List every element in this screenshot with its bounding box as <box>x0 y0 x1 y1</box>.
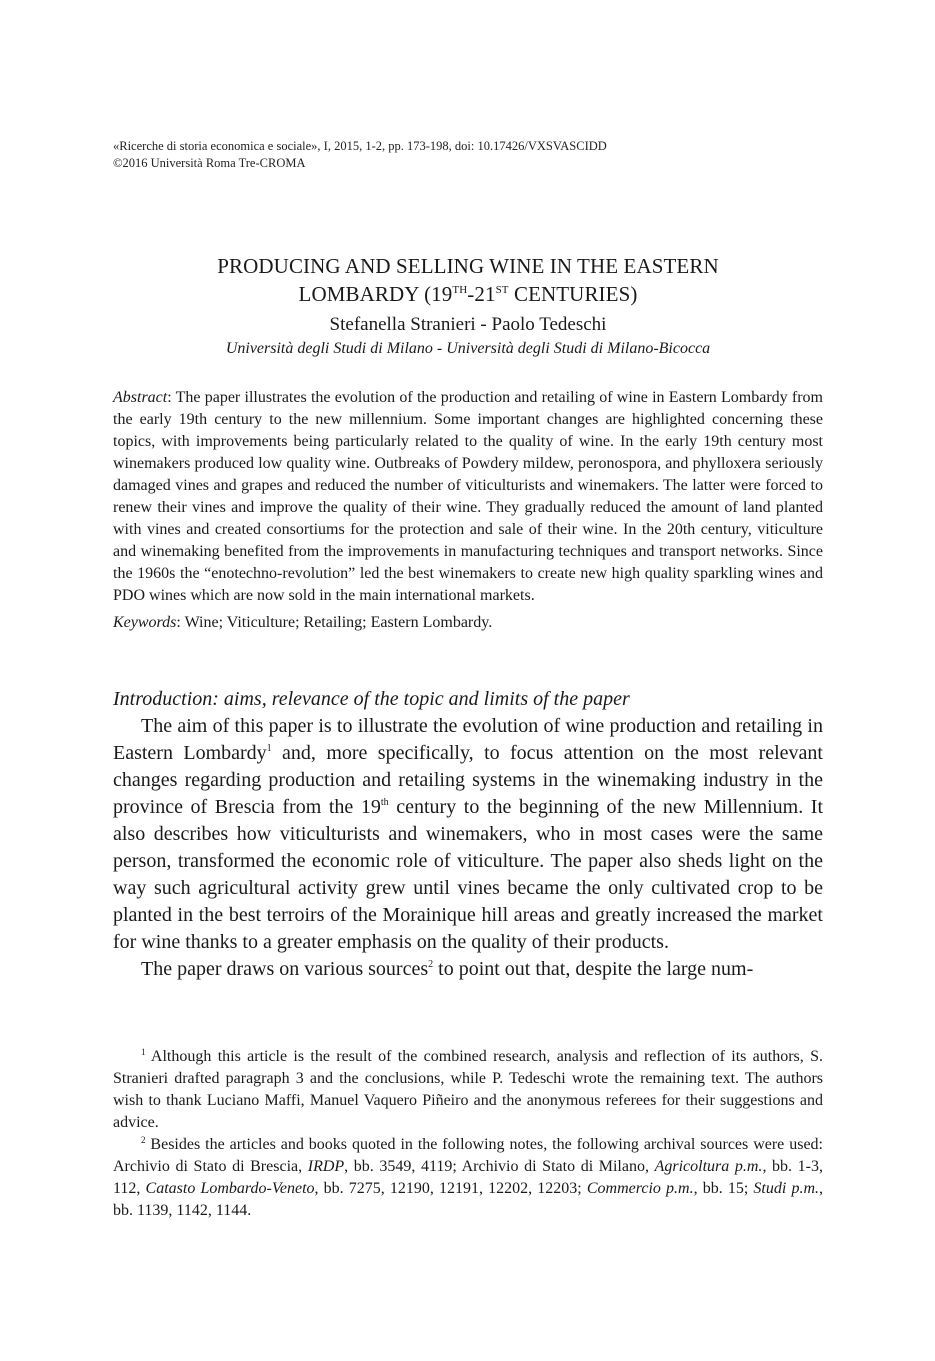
superscript-th: th <box>380 797 389 808</box>
footnote-2-text-b: , bb. 3549, 4119; Archivio di Stato di Milano, <box>344 1158 655 1175</box>
footnote-2-text-f: , bb. 1139, 1142, 1144. <box>113 1180 823 1219</box>
abstract-label: Abstract <box>113 389 168 406</box>
footnote-2-text-c: , bb. 1-3, 112, <box>113 1158 824 1197</box>
title-line-1: PRODUCING AND SELLING WINE IN THE EASTERN <box>217 254 719 278</box>
footnote-2 <box>113 1134 823 1222</box>
journal-header <box>113 138 607 172</box>
footnote-2-mark: 2 <box>141 1135 146 1145</box>
footnote-1-mark: 1 <box>141 1047 146 1057</box>
intro-p1-part-b: and, more specifically, to focus attention on the most relevant changes regarding production and retailing systems in the winemaking industry in the province of Brescia from the 19 <box>113 742 823 818</box>
footnote-ref-1[interactable]: 1 <box>266 743 272 754</box>
copyright-line: ©2016 Università Roma Tre-CROMA <box>113 156 306 170</box>
keywords <box>113 612 823 634</box>
affiliations: Università degli Studi di Milano - Università degli Studi di Milano-Bicocca <box>225 340 711 357</box>
footnote-2-commercio: Commercio p.m. <box>586 1180 694 1197</box>
title-line-2-mid: -21 <box>467 282 496 306</box>
title-sup-st: ST <box>495 284 509 296</box>
paper-title <box>113 252 823 308</box>
footnote-2-catasto: Catasto Lombardo-Veneto <box>145 1180 315 1197</box>
footnote-2-text-d: , bb. 7275, 12190, 12191, 12202, 12203; <box>314 1180 587 1197</box>
intro-p2-part-a: The paper draws on various sources <box>141 958 429 980</box>
section-heading: Introduction: aims, relevance of the topic and limits of the paper <box>113 688 630 710</box>
keywords-text: : Wine; Viticulture; Retailing; Eastern Lombardy. <box>176 614 493 631</box>
abstract-paragraph <box>113 387 823 607</box>
footnotes <box>113 1046 823 1222</box>
intro-p1-part-a: The aim of this paper is to illustrate the evolution of wine production and retailing in Eastern Lombardy <box>113 715 823 764</box>
title-line-2-suffix: CENTURIES) <box>508 282 638 306</box>
intro-p2-part-b: to point out that, despite the large num- <box>433 958 754 980</box>
title-sup-th: TH <box>452 284 468 296</box>
authors: Stefanella Stranieri - Paolo Tedeschi <box>329 314 607 335</box>
footnote-2-text-a: Besides the articles and books quoted in the following notes, the following archival sources were used: Archivio di Stato di Brescia, <box>113 1136 823 1175</box>
keywords-label: Keywords <box>113 614 177 631</box>
citation-line: «Ricerche di storia economica e sociale», I, 2015, 1-2, pp. 173-198, doi: 10.17426/VXSVASCIDD <box>113 139 607 153</box>
intro-p1-part-c: century to the beginning of the new Millennium. It also describes how viticulturists and winemakers, who in most cases were the same person, transformed the economic role of viticulture. The paper also sheds light on the way such agricultural activity grew until vines became the only cultivated crop to be planted in the best terroirs of the Morainique hill areas and greatly increased the market for wine thanks to a greater emphasis on the quality of their products. <box>113 796 823 953</box>
introduction-section <box>113 686 823 983</box>
abstract-text: : The paper illustrates the evolution of the production and retailing of wine in Eastern Lombardy from the early 19th century to the new millennium. Some important changes are highlighted concerning these topics, with improvements being particularly related to the quality of wine. In the early 19th century most winemakers produced low quality wine. Outbreaks of Powdery mildew, peronospora, and phylloxera seriously damaged vines and grapes and reduced the number of viticulturists and winemakers. The latter were forced to renew their vines and improve the quality of their wine. They gradually reduced the amount of land planted with vines and created consortiums for the protection and sale of their wine. In the 20th century, viticulture and winemaking benefited from the improvements in manufacturing techniques and transport networks. Since the 1960s the “enotechno-revolution” led the best winemakers to create new high quality sparkling wines and PDO wines which are now sold in the main international markets. <box>113 389 823 604</box>
footnote-1-text: Although this article is the result of the combined research, analysis and reflection of its authors, S. Stranieri drafted paragraph 3 and the conclusions, while P. Tedeschi wrote the remaining text. The authors wish to thank Luciano Maffi, Manuel Vaquero Piñeiro and the anonymous referees for their suggestions and advice. <box>113 1048 823 1131</box>
intro-paragraph-2 <box>113 956 823 983</box>
footnote-ref-2[interactable]: 2 <box>428 959 434 970</box>
footnote-2-studi: Studi p.m. <box>753 1180 819 1197</box>
footnote-2-irdp: IRDP <box>307 1158 345 1175</box>
abstract <box>113 387 823 634</box>
footnote-2-text-e: , bb. 15; <box>693 1180 754 1197</box>
title-block <box>113 252 823 360</box>
title-line-2-prefix: LOMBARDY (19 <box>298 282 453 306</box>
intro-paragraph-1 <box>113 713 823 956</box>
footnote-1 <box>113 1046 823 1134</box>
footnote-2-agricoltura: Agricoltura p.m. <box>654 1158 763 1175</box>
